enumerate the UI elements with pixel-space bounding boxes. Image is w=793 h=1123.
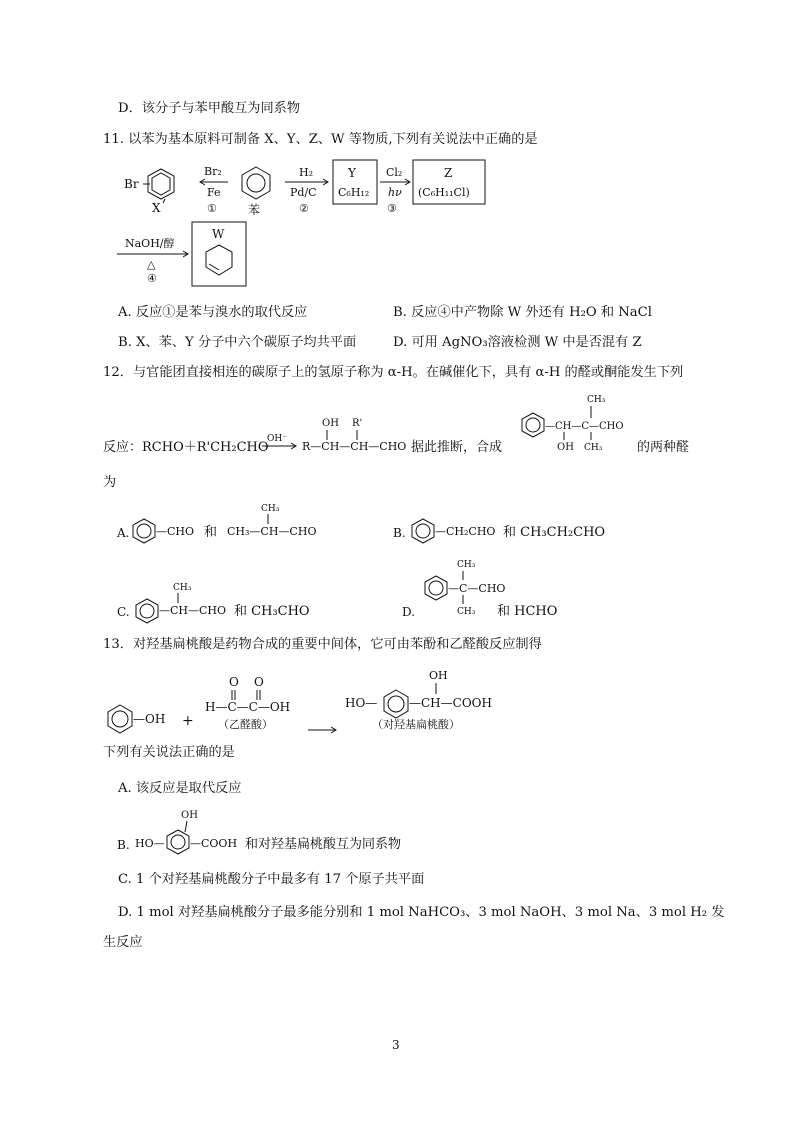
q12-d-part1: —C—CHO — [448, 582, 506, 595]
q13-product-ho: HO— — [345, 696, 378, 710]
q12-reaction-prefix: 反应：RCHO＋R'CH₂CHO — [103, 440, 269, 455]
q13-option-a: A. 该反应是取代反应 — [118, 781, 242, 796]
q12-middle: 据此推断，合成 — [411, 440, 503, 455]
q12-c-part1: —CH—CHO — [159, 604, 227, 617]
q11-step2-top: H₂ — [299, 166, 314, 179]
q13-option-d-line2: 生反应 — [103, 935, 143, 950]
q11-step4-num: ④ — [147, 272, 157, 285]
q13-phenol-oh: —OH — [133, 712, 166, 726]
q12-b-label: B. — [393, 526, 406, 540]
q11-option-b2: B. X、苯、Y 分子中六个碳原子均共平面 — [118, 335, 357, 350]
q12-b-part1: —CH₂CHO — [435, 525, 496, 538]
q11-step2-bottom: Pd/C — [290, 186, 317, 199]
q12-product-rprime: R' — [352, 418, 363, 429]
q12-reaction-condition: OH⁻ — [267, 434, 287, 444]
q11-step4-top: NaOH/醇 — [125, 237, 175, 250]
q12-c-label: C. — [117, 605, 130, 619]
q13-b-ho: HO— — [135, 837, 165, 850]
q13-plus: + — [182, 713, 194, 729]
q12-target-oh: OH — [557, 442, 574, 453]
q12-target-ch3-top: CH₃ — [587, 395, 606, 405]
q11-x-label: X — [152, 201, 161, 215]
q11-y-formula: C₆H₁₂ — [338, 186, 370, 199]
q13-b-label: B. — [117, 838, 130, 852]
q11-step1-top: Br₂ — [204, 165, 222, 178]
q13-option-c: C. 1 个对羟基扁桃酸分子中最多有 17 个原子共平面 — [118, 872, 425, 887]
q11-y-name: Y — [348, 166, 356, 180]
q12-d-bottom: CH₃ — [457, 607, 476, 617]
q11-step3-bottom: hν — [388, 186, 402, 199]
q12-c-and: 和 CH₃CHO — [234, 604, 310, 619]
q10-option-d: D．该分子与苯甲酸互为同系物 — [118, 101, 301, 116]
q11-option-b1: B. 反应④中产物除 W 外还有 H₂O 和 NaCl — [393, 305, 652, 320]
q12-product-r: R—CH—CH—CHO — [302, 440, 407, 453]
q13-question: 下列有关说法正确的是 — [103, 745, 235, 760]
q12-a-part2: CH₃—CH—CHO — [227, 525, 317, 538]
q11-step1-num: ① — [207, 202, 217, 215]
q13-glyox-main: H—C—C—OH — [205, 700, 291, 714]
q13-b-oh: OH — [181, 810, 198, 821]
q12-suffix: 的两种醛 — [637, 440, 690, 455]
q11-benzene-label: 苯 — [248, 203, 261, 217]
q11-step2-num: ② — [299, 202, 309, 215]
q12-target-main: —CH—C—CHO — [545, 421, 624, 432]
q12-a-label: A. — [117, 526, 130, 540]
q11-w-name: W — [212, 227, 225, 241]
q11-step1-bottom: Fe — [207, 186, 221, 199]
q12-stem-end: 为 — [103, 475, 117, 490]
q13-b-text: 和对羟基扁桃酸互为同系物 — [245, 837, 402, 852]
q12-a-part1: —CHO — [156, 525, 195, 538]
q12-b-and: 和 CH₃CH₂CHO — [503, 525, 606, 540]
q12-d-and: 和 HCHO — [497, 604, 558, 619]
q13-glyox-o1: O — [229, 675, 239, 689]
q12-a-part2-top: CH₃ — [261, 504, 280, 514]
q13-b-ring — [167, 830, 189, 854]
q13-glyox-o2: O — [254, 675, 264, 689]
q11-step3-num: ③ — [387, 202, 397, 215]
q13-option-d-line1: D. 1 mol 对羟基扁桃酸分子最多能分别和 1 mol NaHCO₃、3 mol NaOH、3 mol Na、3 mol H₂ 发 — [118, 905, 725, 920]
q13-product-oh: OH — [429, 669, 448, 682]
q11-z-formula: (C₆H₁₁Cl) — [418, 186, 470, 199]
q11-option-d: D. 可用 AgNO₃溶液检测 W 中是否混有 Z — [393, 335, 642, 350]
page-number: 3 — [392, 1038, 400, 1052]
q11-option-a: A. 反应①是苯与溴水的取代反应 — [118, 305, 308, 320]
q12-d-label: D. — [402, 605, 416, 619]
q13-stem: 13．对羟基扁桃酸是药物合成的重要中间体，它可由苯酚和乙醛酸反应制得 — [103, 637, 542, 652]
q12-c-top: CH₃ — [173, 583, 192, 593]
q13-product-chain: —CH—COOH — [409, 696, 492, 710]
q11-step4-bottom: △ — [147, 258, 156, 271]
q12-a-and: 和 — [204, 525, 218, 540]
q13-glyox-name: （乙醛酸） — [218, 718, 273, 731]
q11-stem: 11. 以苯为基本原料可制备 X、Y、Z、W 等物质,下列有关说法中正确的是 — [103, 132, 538, 147]
q11-step3-top: Cl₂ — [386, 166, 403, 179]
q12-target-ch3-bottom: CH₃ — [584, 443, 603, 453]
q12-d-top: CH₃ — [457, 560, 476, 570]
q13-b-cooh: —COOH — [190, 837, 238, 850]
q12-stem: 12．与官能团直接相连的碳原子上的氢原子称为 α-H。在碱催化下，具有 α-H 的醛或酮能发生下列 — [103, 365, 684, 380]
q13-product-name: （对羟基扁桃酸） — [372, 718, 460, 731]
q12-product-oh: OH — [322, 418, 339, 429]
q11-z-name: Z — [444, 166, 453, 180]
q11-br-label: Br — [124, 177, 139, 191]
